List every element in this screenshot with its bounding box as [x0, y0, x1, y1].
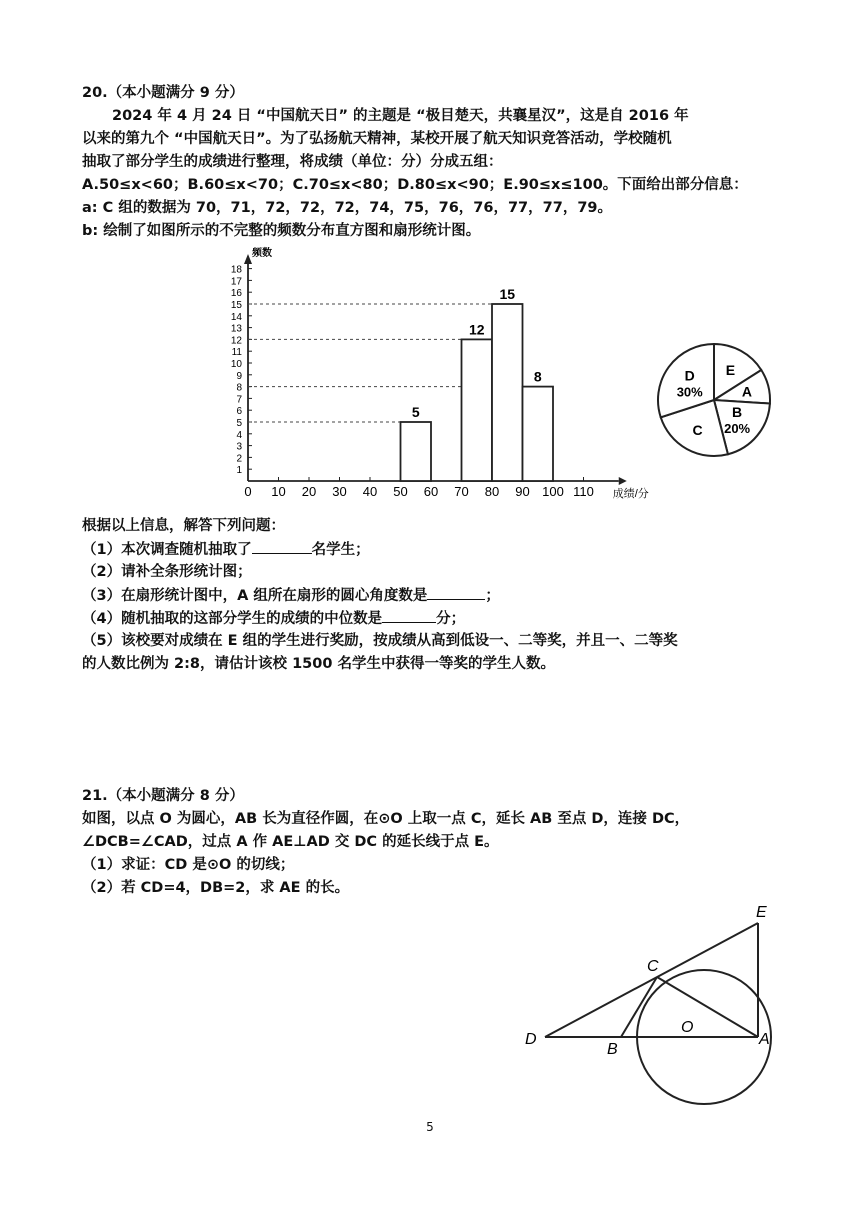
- q20-header: 20.（本小题满分 9 分）: [82, 85, 244, 101]
- x-tick-label: 80: [484, 484, 500, 499]
- y-tick-label: 4: [236, 429, 242, 441]
- x-tick-label: 30: [332, 484, 347, 499]
- page-number: 5: [426, 1120, 434, 1134]
- q20-part-3-pre: （3）在扇形统计图中，A 组所在扇形的圆心角度数是: [82, 588, 428, 604]
- x-axis-arrow: [619, 477, 627, 485]
- segment-de: [545, 923, 758, 1037]
- y-tick-label: 10: [230, 359, 242, 370]
- histogram-bar: [492, 304, 523, 481]
- pie-slice-label: E: [725, 362, 736, 379]
- q20-part-1: [82, 539, 370, 560]
- histogram-bar: [401, 422, 432, 481]
- x-tick-label: 0: [244, 484, 252, 499]
- bar-value-label: 8: [533, 368, 542, 385]
- q20-part-5-line-2: 的人数比例为 2:8，请估计该校 1500 名学生中获得一等奖的学生人数。: [82, 656, 555, 672]
- y-tick-label: 13: [230, 323, 242, 335]
- y-tick-label: 17: [230, 276, 242, 288]
- x-tick-label: 20: [301, 484, 317, 499]
- y-tick-label: 7: [236, 394, 242, 406]
- q21-line-1: 如图，以点 O 为圆心，AB 长为直径作圆，在⊙O 上取一点 C，延长 AB 至点 D，连接 DC，: [82, 811, 690, 827]
- label-b: B: [607, 1041, 618, 1058]
- label-d: D: [525, 1031, 537, 1048]
- q20-part-1-pre: （1）本次调查随机抽取了: [82, 542, 252, 558]
- q20-part-2: （2）请补全条形统计图；: [82, 564, 252, 580]
- y-tick-label: 1: [236, 465, 242, 477]
- y-tick-label: 15: [230, 300, 242, 311]
- q21-header: 21.（本小题满分 8 分）: [82, 788, 244, 804]
- q20-part-3-post: ；: [485, 588, 500, 604]
- x-tick-label: 50: [393, 484, 408, 499]
- x-tick-label: 60: [423, 484, 439, 499]
- pie-slice-percent: 30%: [676, 384, 703, 400]
- pie-chart: [654, 340, 774, 460]
- y-tick-label: 3: [236, 441, 242, 453]
- pie-slice-label: C: [692, 421, 703, 438]
- q20-groups-line: A.50≤x<60；B.60≤x<70；C.70≤x<80；D.80≤x<90；E.90≤x≤100。下面给出部分信息：: [82, 177, 748, 193]
- y-tick-label: 9: [236, 370, 242, 382]
- x-tick-label: 90: [515, 484, 530, 499]
- y-tick-label: 11: [231, 347, 242, 359]
- x-tick-label: 10: [271, 484, 286, 499]
- q20-intro-line-1: 2024 年 4 月 24 日 “中国航天日” 的主题是 “极目楚天，共襄星汉”，这是自 2016 年: [112, 108, 689, 124]
- pie-slice-label: D: [684, 367, 695, 384]
- y-tick-label: 18: [230, 264, 242, 276]
- q21-line-2: ∠DCB=∠CAD，过点 A 作 AE⊥AD 交 DC 的延长线于点 E。: [82, 834, 499, 850]
- q20-lead: 根据以上信息，解答下列问题：: [82, 518, 285, 534]
- geometry-figure: [515, 895, 785, 1105]
- q20-part-1-post: 名学生；: [311, 542, 370, 558]
- q20-intro-line-3: 抽取了部分学生的成绩进行整理，将成绩（单位：分）分成五组：: [82, 154, 503, 170]
- answer-blank[interactable]: [252, 539, 312, 554]
- q20-info-a: a: C 组的数据为 70，71，72，72，72，74，75，76，76，77，77，79。: [82, 200, 613, 216]
- answer-blank[interactable]: [382, 608, 436, 623]
- q21-part-1: （1）求证：CD 是⊙O 的切线；: [82, 857, 295, 873]
- q20-intro-line-2: 以来的第九个 “中国航天日”。为了弘扬航天精神，某校开展了航天知识竞答活动，学校随机: [82, 131, 672, 147]
- y-tick-label: 6: [236, 406, 242, 418]
- histogram-bar: [462, 339, 493, 481]
- answer-blank[interactable]: [427, 585, 485, 600]
- label-e: E: [756, 904, 767, 921]
- y-axis-label: 频数: [252, 248, 272, 259]
- segment-ca: [657, 977, 758, 1037]
- y-tick-label: 2: [236, 453, 242, 465]
- q20-part-4: [82, 608, 465, 629]
- x-axis-label: 成绩/分: [612, 488, 649, 500]
- pie-slice-label: A: [741, 383, 752, 400]
- x-tick-label: 40: [362, 484, 378, 499]
- pie-slice-label: B: [732, 404, 743, 421]
- frequency-histogram: [218, 240, 658, 510]
- y-tick-label: 8: [236, 382, 242, 394]
- q20-part-4-post: 分；: [436, 611, 466, 627]
- q21-part-2: （2）若 CD=4，DB=2，求 AE 的长。: [82, 880, 350, 896]
- x-tick-label: 100: [542, 484, 564, 499]
- y-tick-label: 12: [230, 335, 242, 347]
- x-tick-label: 110: [573, 484, 594, 499]
- label-o: O: [681, 1019, 694, 1036]
- q20-part-5-line-1: （5）该校要对成绩在 E 组的学生进行奖励，按成绩从高到低设一、二等奖，并且一、二等奖: [82, 633, 678, 649]
- y-axis-arrow: [244, 254, 252, 264]
- label-a: A: [759, 1031, 770, 1048]
- bar-value-label: 5: [411, 404, 420, 420]
- label-c: C: [647, 958, 659, 975]
- q20-part-3: [82, 585, 500, 606]
- bar-value-label: 15: [499, 286, 516, 302]
- q20-info-b: b: 绘制了如图所示的不完整的频数分布直方图和扇形统计图。: [82, 223, 481, 239]
- q20-part-4-pre: （4）随机抽取的这部分学生的成绩的中位数是: [82, 611, 383, 627]
- y-tick-label: 5: [236, 418, 242, 429]
- x-tick-label: 70: [454, 484, 469, 499]
- y-tick-label: 14: [230, 311, 242, 323]
- histogram-bar: [523, 387, 554, 481]
- pie-slice-percent: 20%: [724, 421, 751, 437]
- bar-value-label: 12: [468, 321, 485, 338]
- y-tick-label: 16: [230, 288, 242, 300]
